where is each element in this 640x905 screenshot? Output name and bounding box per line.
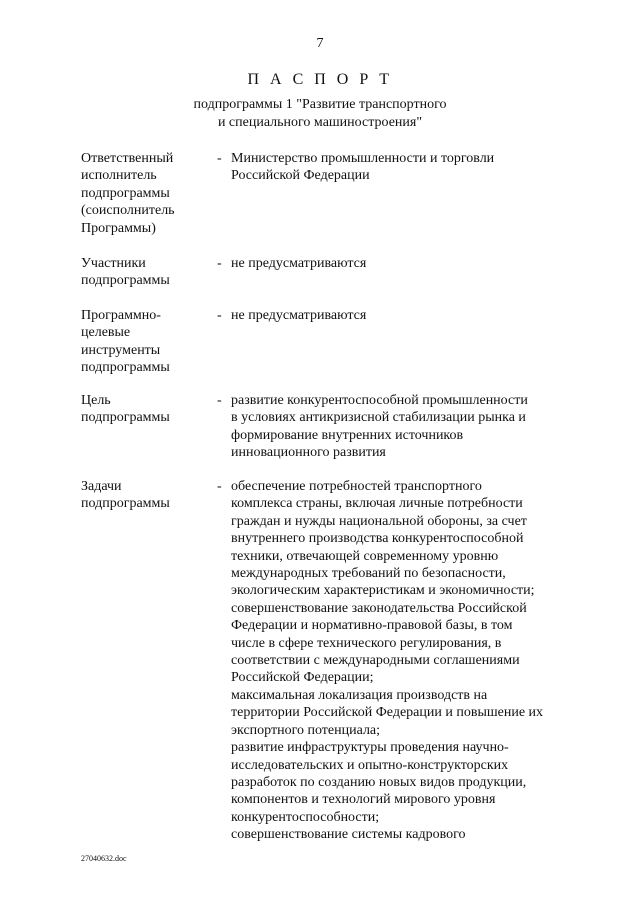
label-line: целевые	[81, 325, 131, 341]
file-name-footer: 27040632.doc	[81, 854, 127, 863]
value-line: комплекса страны, включая личные потребности	[231, 496, 523, 512]
value-line: техники, отвечающей современному уровню	[231, 548, 499, 564]
document-title: П А С П О Р Т	[247, 71, 393, 88]
document-subtitle	[0, 96, 640, 132]
value-line: соответствии с международными соглашениями	[231, 653, 520, 669]
label-line: подпрограммы	[81, 410, 170, 426]
value-line: разработок по созданию новых видов продукции,	[231, 774, 527, 790]
label-line: Задачи	[81, 479, 122, 494]
value-line: международных требований по безопасности,	[231, 566, 506, 582]
value-line: территории Российской Федерации и повышение их	[231, 705, 544, 721]
label-line: Участники	[81, 256, 146, 271]
value-line: не предусматриваются	[231, 308, 367, 323]
value-line: обеспечение потребностей транспортного	[231, 479, 482, 494]
row-label	[81, 255, 211, 290]
value-line: исследовательских и опытно-конструкторских	[231, 757, 509, 773]
row-label	[81, 478, 211, 513]
subtitle-line: и специального машиностроения"	[217, 115, 423, 130]
label-line: Цель	[81, 393, 111, 408]
row-value	[231, 478, 591, 844]
value-line: внутреннего производства конкурентоспособной	[231, 531, 524, 547]
value-line: максимальная локализация производств на	[231, 687, 488, 703]
label-line: исполнитель	[81, 168, 157, 184]
row-dash: -	[217, 479, 222, 494]
label-line: Программно-	[81, 308, 161, 323]
row-dash: -	[217, 393, 222, 408]
value-line: не предусматриваются	[231, 256, 367, 271]
value-line: в условиях антикризисной стабилизации рынка и	[231, 410, 526, 426]
label-line: подпрограммы	[81, 360, 170, 376]
label-line: подпрограммы	[81, 273, 170, 289]
row-value	[231, 307, 591, 324]
value-line: формирование внутренних источников	[231, 427, 464, 443]
row-dash: -	[217, 308, 222, 323]
label-line: подпрограммы	[81, 185, 170, 201]
value-line: экспортного потенциала;	[231, 722, 381, 738]
label-line: (соисполнитель	[81, 203, 175, 219]
row-dash: -	[217, 151, 222, 166]
row-value	[231, 255, 591, 272]
label-line: Ответственный	[81, 151, 174, 166]
label-line: подпрограммы	[81, 496, 170, 512]
value-line: инновационного развития	[231, 445, 386, 461]
row-dash: -	[217, 256, 222, 271]
value-line: Министерство промышленности и торговли	[231, 151, 495, 166]
value-line: совершенствование законодательства Российской	[231, 600, 527, 616]
value-line: Российской Федерации	[231, 168, 370, 184]
value-line: числе в сфере технического регулирования, в	[231, 635, 502, 651]
label-line: Программы)	[81, 220, 156, 236]
value-line: граждан и нужды национальной обороны, за счет	[231, 513, 527, 529]
value-line: совершенствование системы кадрового	[231, 827, 466, 843]
value-line: конкурентоспособности;	[231, 809, 380, 825]
value-line: экологическим характеристикам и экономичности;	[231, 583, 535, 599]
row-value	[231, 392, 591, 462]
label-line: инструменты	[81, 342, 161, 358]
subtitle-line: подпрограммы 1 "Развитие транспортного	[193, 97, 447, 112]
row-label	[81, 392, 211, 427]
page-number: 7	[316, 36, 324, 51]
value-line: Федерации и нормативно-правовой базы, в том	[231, 618, 513, 634]
value-line: развитие конкурентоспособной промышленности	[231, 393, 528, 408]
row-label	[81, 150, 211, 237]
row-label	[81, 307, 211, 377]
value-line: развитие инфраструктуры проведения научно-	[231, 740, 509, 756]
value-line: компонентов и технологий мирового уровня	[231, 792, 496, 808]
value-line: Российской Федерации;	[231, 670, 374, 686]
row-value	[231, 150, 591, 185]
